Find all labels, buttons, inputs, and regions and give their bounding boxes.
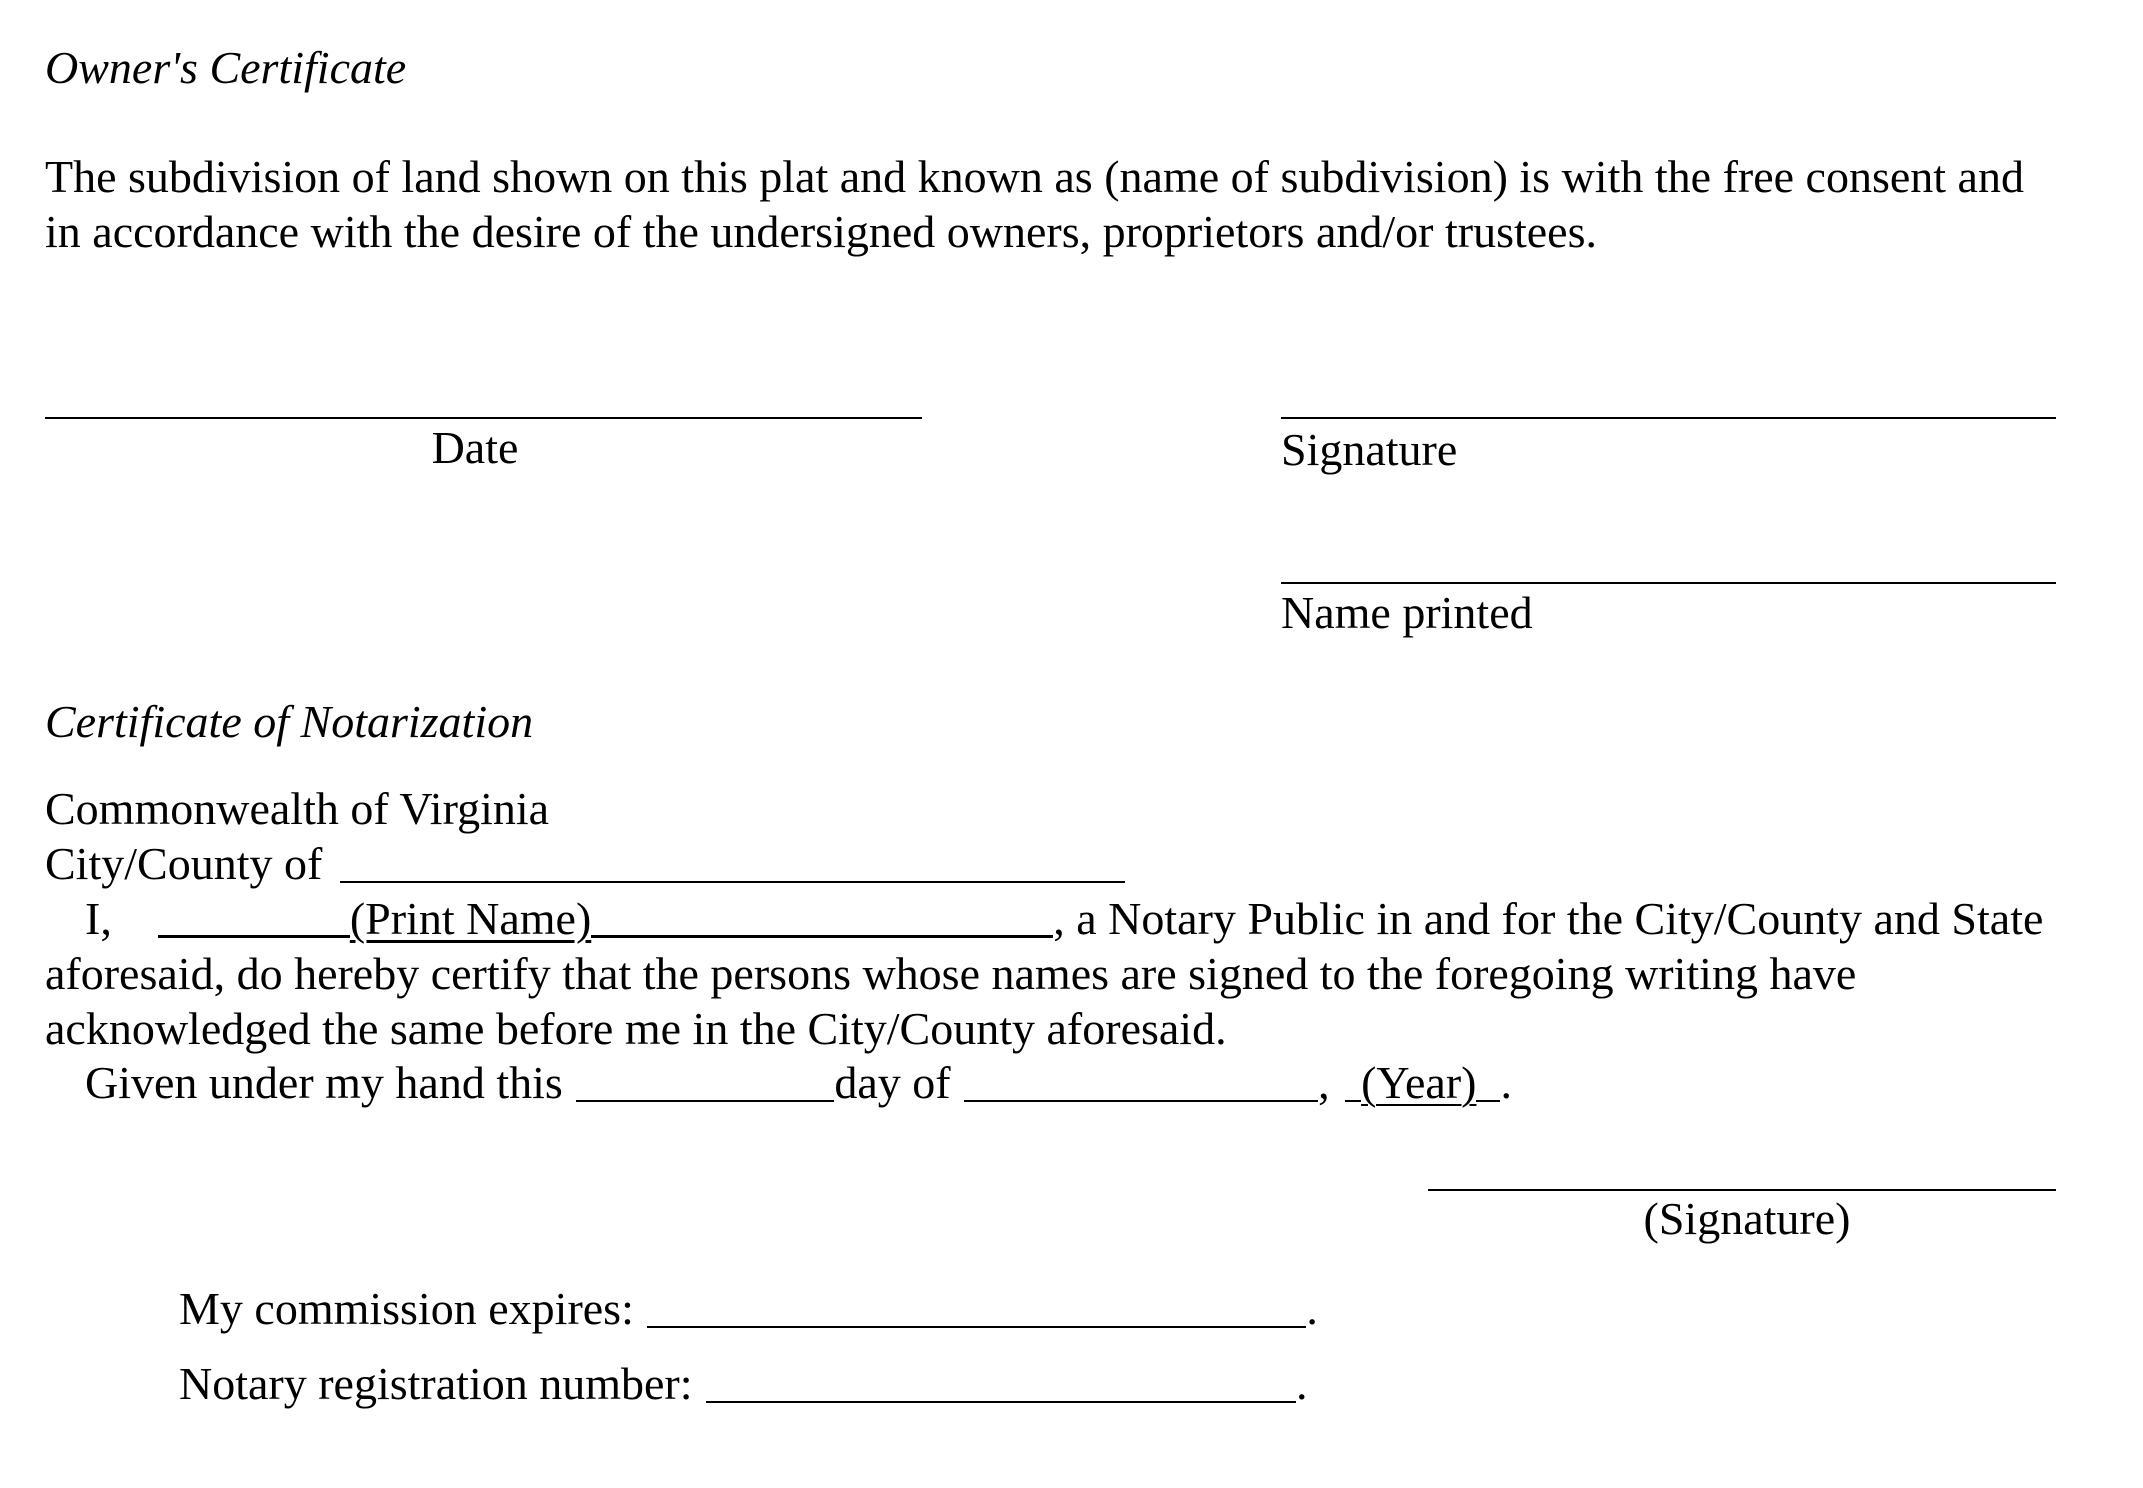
- owners-certificate-heading: Owner's Certificate: [45, 42, 407, 93]
- notary-line-1: [45, 891, 2055, 946]
- notary-line-2: [45, 946, 2055, 1001]
- notary-signature-label: (Signature): [1643, 1193, 1851, 1244]
- given-line: [45, 1055, 1512, 1110]
- registration-period: .: [1296, 1358, 1308, 1409]
- commission-line: [179, 1281, 1318, 1336]
- year-period: .: [1500, 1057, 1512, 1108]
- notary-text-2: aforesaid, do hereby certify that the persons whose names are signed to the foregoing writing have: [45, 948, 1857, 999]
- county-label: City/County of: [45, 838, 323, 889]
- registration-label: Notary registration number:: [179, 1358, 693, 1409]
- i-prefix: I,: [85, 893, 112, 944]
- registration-blank[interactable]: [706, 1361, 1296, 1403]
- day-of-label: day of: [834, 1057, 951, 1108]
- commission-label: My commission expires:: [179, 1283, 634, 1334]
- notary-text-1: , a Notary Public in and for the City/County and State: [1053, 893, 2044, 944]
- year-placeholder[interactable]: (Year): [1361, 1057, 1477, 1108]
- name-printed-line[interactable]: [1281, 582, 2056, 584]
- notarization-heading: Certificate of Notarization: [45, 696, 534, 747]
- print-name-blank-right[interactable]: [591, 895, 1053, 938]
- county-line: [45, 836, 1125, 891]
- print-name-blank-left[interactable]: [158, 895, 350, 938]
- commission-blank[interactable]: [647, 1286, 1306, 1328]
- notary-line-3: acknowledged the same before me in the City/County aforesaid.: [45, 1003, 1227, 1054]
- year-blank-left[interactable]: [1345, 1060, 1361, 1102]
- registration-line: [179, 1356, 1308, 1411]
- signature-line[interactable]: [1281, 417, 2056, 419]
- given-prefix: Given under my hand this: [85, 1057, 563, 1108]
- signature-label: Signature: [1281, 424, 1458, 475]
- owners-certificate-statement: The subdivision of land shown on this plat and known as (name of subdivision) is with the free consent and in accordance with the desire of the undersigned owners, proprietors and/or trustees.: [45, 151, 2024, 257]
- state-line: Commonwealth of Virginia: [45, 783, 550, 834]
- county-blank[interactable]: [340, 841, 1125, 883]
- month-blank[interactable]: [964, 1060, 1318, 1102]
- day-blank[interactable]: [576, 1060, 834, 1102]
- date-label: Date: [431, 422, 519, 473]
- commission-period: .: [1306, 1283, 1318, 1334]
- year-blank-right[interactable]: [1476, 1060, 1500, 1102]
- comma: ,: [1318, 1057, 1330, 1108]
- date-line[interactable]: [45, 417, 922, 419]
- name-printed-label: Name printed: [1281, 587, 1533, 638]
- print-name-placeholder[interactable]: (Print Name): [349, 893, 592, 944]
